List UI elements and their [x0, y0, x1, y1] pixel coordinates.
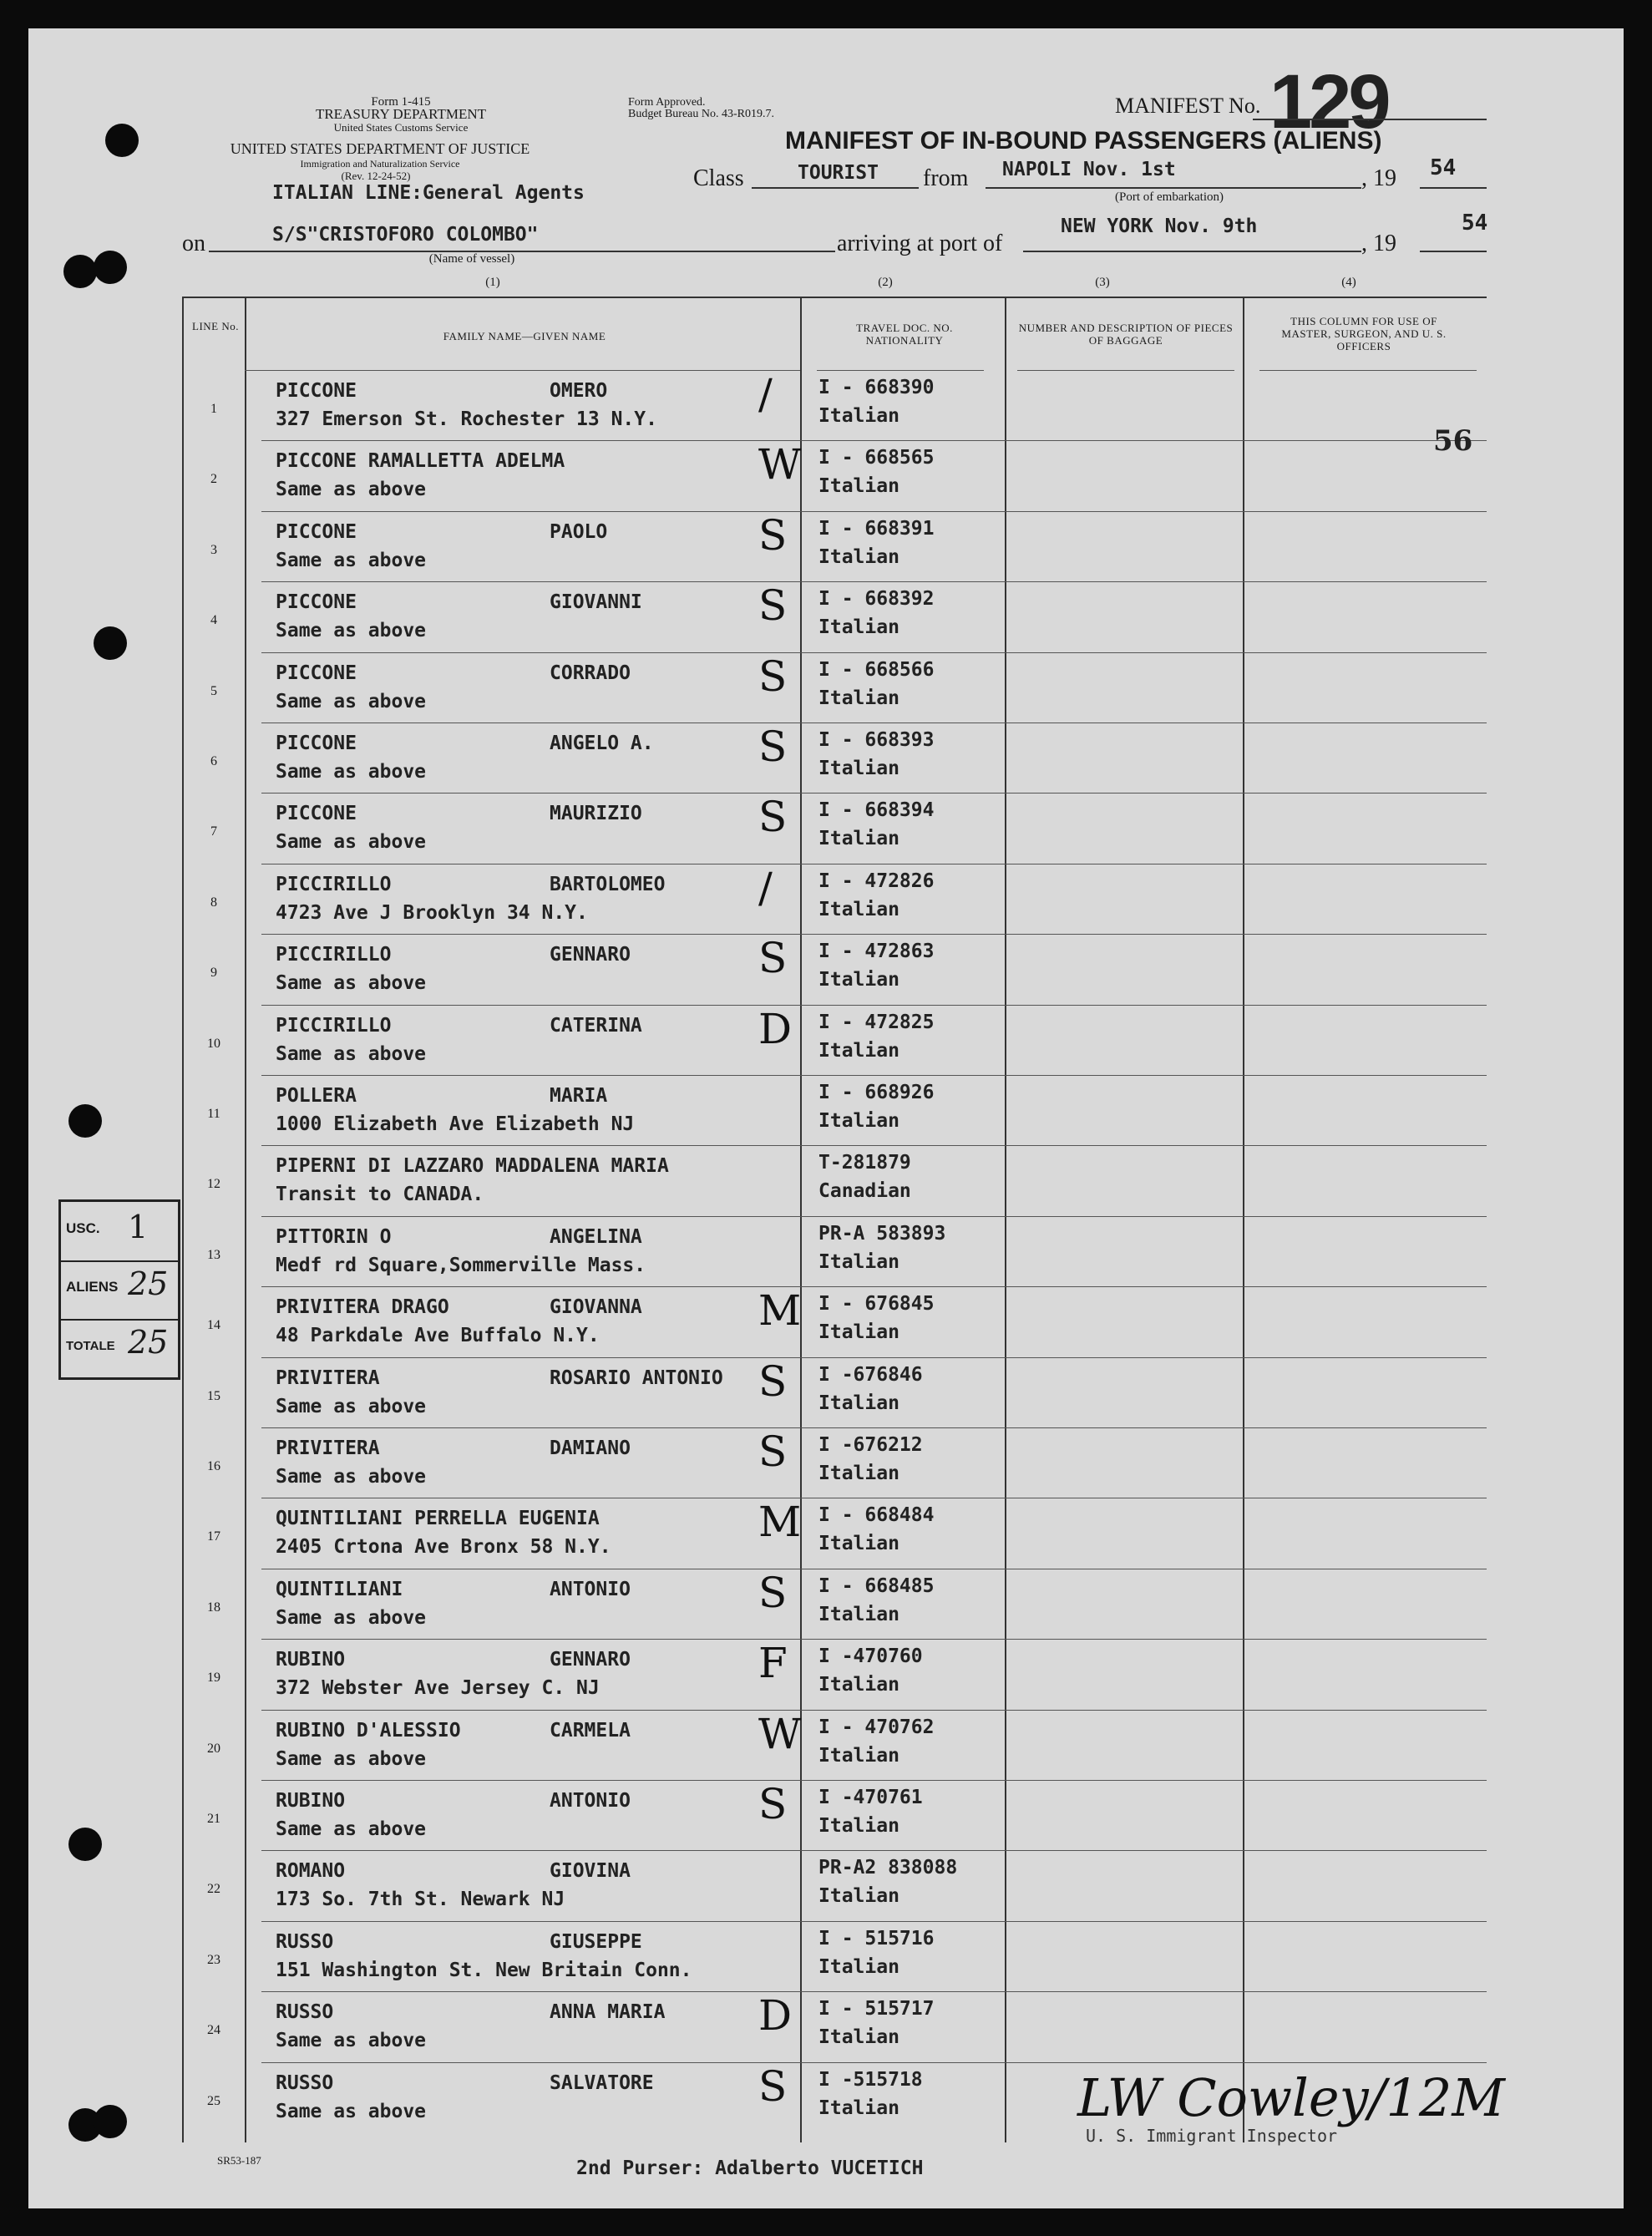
page-count: 56	[1433, 424, 1473, 458]
manifest-number: 129	[1269, 59, 1388, 145]
travel-doc-no: I - 668484	[818, 1504, 935, 1527]
family-name: QUINTILIANI	[276, 1578, 403, 1600]
address: 151 Washington St. New Britain Conn.	[276, 1959, 692, 1981]
given-name: MARIA	[550, 1085, 608, 1107]
travel-doc-no: I - 668392	[818, 588, 935, 611]
vessel-name: S/S"CRISTOFORO COLOMBO"	[272, 224, 539, 246]
punch-hole	[68, 1828, 102, 1861]
from-year: 54	[1430, 155, 1457, 180]
table-row	[182, 1357, 1487, 1427]
given-name: MAURIZIO	[550, 803, 642, 825]
given-name: GENNARO	[550, 944, 631, 966]
travel-doc-no: I -676212	[818, 1434, 923, 1456]
travel-doc-no: PR-A 583893	[818, 1222, 946, 1245]
travel-doc-no: I -470760	[818, 1645, 923, 1668]
family-name: PICCONE	[276, 591, 357, 614]
family-name: PICCONE	[276, 803, 357, 825]
on-label: on	[182, 231, 205, 256]
table-row	[182, 1216, 1487, 1286]
line-number: 18	[207, 1600, 220, 1615]
inspector-title: U. S. Immigrant Inspector	[1086, 2126, 1338, 2146]
given-name: PAOLO	[550, 520, 608, 543]
address: Medf rd Square,Sommerville Mass.	[276, 1254, 646, 1276]
aliens-label: ALIENS	[66, 1279, 119, 1295]
travel-doc-no: PR-A2 838088	[818, 1857, 958, 1879]
family-name: POLLERA	[276, 1085, 357, 1107]
family-name: PITTORIN O	[276, 1225, 392, 1248]
table-row	[182, 1005, 1487, 1075]
punch-hole	[94, 2105, 127, 2138]
nationality: Italian	[818, 1250, 899, 1273]
address: Same as above	[276, 1395, 427, 1417]
nationality: Italian	[818, 687, 899, 709]
form-number: Form 1-415	[371, 95, 431, 109]
usc-label: USC.	[66, 1220, 100, 1236]
line-number: 6	[210, 753, 217, 768]
line-number: 22	[207, 1882, 220, 1897]
line-number: 25	[207, 2093, 220, 2108]
family-name: PICCIRILLO	[276, 944, 392, 966]
line-number: 4	[210, 613, 217, 628]
line-number: 9	[210, 966, 217, 981]
line-number: 15	[207, 1388, 220, 1403]
totale-value: 25	[128, 1324, 169, 1361]
from-underline	[986, 187, 1361, 189]
status-mark: S	[758, 510, 788, 560]
status-mark: S	[758, 793, 788, 842]
status-mark: S	[758, 934, 788, 983]
table-row	[182, 511, 1487, 581]
address: Same as above	[276, 690, 427, 712]
address: Same as above	[276, 1042, 427, 1065]
table-row	[182, 1286, 1487, 1356]
status-mark: M	[758, 1286, 802, 1336]
family-name: RUBINO	[276, 1790, 346, 1812]
given-name: GIOVANNI	[550, 591, 642, 614]
status-mark: S	[758, 723, 788, 771]
line-number: 23	[207, 1952, 220, 1967]
status-mark: /	[758, 370, 773, 418]
aliens-value: 25	[128, 1265, 169, 1302]
family-name: RUSSO	[276, 2071, 334, 2094]
address: 4723 Ave J Brooklyn 34 N.Y.	[276, 901, 588, 924]
arrival-year: 54	[1462, 210, 1488, 236]
punch-hole	[105, 124, 139, 157]
nationality: Italian	[818, 475, 899, 498]
punch-hole	[68, 1104, 102, 1138]
justice-dept: UNITED STATES DEPARTMENT OF JUSTICE	[230, 140, 530, 157]
given-name: ANTONIO	[550, 1578, 631, 1600]
table-row	[182, 1780, 1487, 1850]
given-name: ANGELO A.	[550, 733, 654, 754]
from-year-prefix: , 19	[1361, 165, 1396, 191]
family-name: QUINTILIANI PERRELLA EUGENIA	[276, 1508, 600, 1530]
nationality: Italian	[818, 1392, 899, 1414]
family-name: RUBINO	[276, 1649, 346, 1671]
travel-doc-no: I - 515717	[818, 1998, 935, 2021]
from-year-underline	[1420, 187, 1487, 189]
travel-doc-no: I - 470762	[818, 1716, 935, 1738]
line-number: 12	[207, 1177, 220, 1192]
tally-stamp	[58, 1199, 180, 1380]
from-label: from	[923, 165, 969, 191]
line-number: 21	[207, 1811, 220, 1826]
address: Same as above	[276, 549, 427, 571]
ins-service: Immigration and Naturalization Service	[300, 158, 460, 170]
header-travel-doc: TRAVEL DOC. NO. NATIONALITY	[856, 322, 953, 347]
line-number: 1	[210, 401, 217, 416]
status-mark: D	[758, 1991, 793, 2041]
table-row	[182, 1498, 1487, 1568]
col2-number: (2)	[878, 276, 893, 289]
family-name: RUSSO	[276, 1930, 334, 1953]
table-row	[182, 934, 1487, 1004]
family-name: PRIVITERA	[276, 1366, 380, 1389]
table-row	[182, 1569, 1487, 1639]
table-row	[182, 652, 1487, 723]
col3-number: (3)	[1095, 276, 1110, 289]
travel-doc-no: I - 472826	[818, 870, 935, 892]
line-number: 16	[207, 1458, 220, 1473]
address: Same as above	[276, 1606, 427, 1629]
address: Same as above	[276, 831, 427, 854]
family-name: RUSSO	[276, 2001, 334, 2024]
punch-hole	[94, 251, 127, 284]
nationality: Italian	[818, 1533, 899, 1555]
address: 2405 Crtona Ave Bronx 58 N.Y.	[276, 1536, 611, 1559]
nationality: Canadian	[818, 1180, 911, 1203]
line-number: 20	[207, 1741, 220, 1756]
arrival-underline	[1023, 251, 1361, 252]
travel-doc-no: I - 668565	[818, 447, 935, 469]
travel-doc-no: I - 676845	[818, 1293, 935, 1316]
status-mark: S	[758, 652, 788, 701]
status-mark: W	[758, 1709, 802, 1758]
from-value: NAPOLI Nov. 1st	[1002, 159, 1176, 180]
family-name: PICCIRILLO	[276, 1014, 392, 1037]
purser: 2nd Purser: Adalberto VUCETICH	[576, 2157, 924, 2179]
table-row	[182, 1850, 1487, 1920]
nationality: Italian	[818, 898, 899, 920]
line-number: 13	[207, 1247, 220, 1262]
passenger-table	[182, 297, 1487, 2142]
travel-doc-no: I - 668485	[818, 1574, 935, 1597]
given-name: CORRADO	[550, 662, 631, 684]
header-line-no: LINE No.	[192, 320, 239, 332]
status-mark: /	[758, 863, 773, 912]
line-number: 5	[210, 683, 217, 698]
given-name: BARTOLOMEO	[550, 873, 666, 895]
header-officers: THIS COLUMN FOR USE OF MASTER, SURGEON, AND U. S. OFFICERS	[1281, 315, 1447, 352]
given-name: CATERINA	[550, 1014, 642, 1037]
revision: (Rev. 12-24-52)	[341, 170, 411, 182]
customs-service: United States Customs Service	[333, 121, 469, 134]
given-name: ANTONIO	[550, 1790, 631, 1812]
family-name: PICCONE RAMALLETTA ADELMA	[276, 450, 565, 473]
nationality: Italian	[818, 616, 899, 639]
family-name: ROMANO	[276, 1860, 346, 1883]
given-name: DAMIANO	[550, 1437, 631, 1459]
given-name: ROSARIO ANTONIO	[550, 1366, 723, 1389]
header-name: FAMILY NAME—GIVEN NAME	[443, 330, 606, 342]
arrival-year-underline	[1420, 251, 1487, 252]
address: 327 Emerson St. Rochester 13 N.Y.	[276, 408, 657, 430]
nationality: Italian	[818, 1321, 899, 1344]
nationality: Italian	[818, 1885, 899, 1908]
nationality: Italian	[818, 828, 899, 850]
status-mark: F	[758, 1639, 788, 1688]
address: Transit to CANADA.	[276, 1184, 484, 1206]
travel-doc-no: I - 668926	[818, 1082, 935, 1103]
form-code: SR53-187	[217, 2154, 261, 2167]
travel-doc-no: I - 472863	[818, 941, 935, 963]
line-number: 17	[207, 1529, 220, 1544]
line-number: 24	[207, 2023, 220, 2038]
address: Same as above	[276, 1818, 427, 1840]
nationality: Italian	[818, 405, 899, 427]
address: Same as above	[276, 2100, 427, 2122]
given-name: ANGELINA	[550, 1225, 642, 1248]
table-row	[182, 1710, 1487, 1780]
given-name: GIUSEPPE	[550, 1930, 642, 1953]
travel-doc-no: I - 668391	[818, 517, 935, 540]
manifest-underline	[1253, 119, 1487, 120]
line-number: 14	[207, 1318, 220, 1333]
nationality: Italian	[818, 1815, 899, 1837]
address: Same as above	[276, 479, 427, 501]
given-name: CARMELA	[550, 1719, 631, 1742]
status-mark: S	[758, 581, 788, 631]
class-underline	[752, 187, 919, 189]
travel-doc-no: T-281879	[818, 1152, 911, 1174]
given-name: GENNARO	[550, 1649, 631, 1671]
given-name: ANNA MARIA	[550, 2001, 666, 2024]
address: 173 So. 7th St. Newark NJ	[276, 1889, 565, 1911]
travel-doc-no: I -676846	[818, 1363, 923, 1386]
col1-number: (1)	[485, 276, 500, 289]
given-name: OMERO	[550, 380, 608, 402]
punch-hole	[63, 255, 97, 288]
status-mark: S	[758, 1568, 788, 1617]
travel-doc-no: I -515718	[818, 2068, 923, 2091]
manifest-title: MANIFEST OF IN-BOUND PASSENGERS (ALIENS)	[785, 127, 1382, 155]
arrival-year-prefix: , 19	[1361, 231, 1396, 256]
nationality: Italian	[818, 1955, 899, 1978]
table-row	[182, 1145, 1487, 1215]
status-mark: W	[758, 440, 802, 489]
line-number: 2	[210, 472, 217, 487]
travel-doc-no: I - 668390	[818, 377, 935, 398]
status-mark: S	[758, 1356, 788, 1406]
table-row	[182, 1427, 1487, 1498]
address: 1000 Elizabeth Ave Elizabeth NJ	[276, 1113, 635, 1135]
nationality: Italian	[818, 1039, 899, 1062]
address: Same as above	[276, 972, 427, 995]
family-name: PICCONE	[276, 733, 357, 754]
table-row	[182, 793, 1487, 863]
status-mark: S	[758, 2061, 788, 2111]
address: Same as above	[276, 620, 427, 642]
treasury-dept: TREASURY DEPARTMENT	[315, 106, 487, 122]
line-number: 3	[210, 542, 217, 557]
table-row	[182, 1921, 1487, 1991]
status-mark: S	[758, 1780, 788, 1828]
vessel-caption: (Name of vessel)	[428, 252, 515, 266]
nationality: Italian	[818, 1674, 899, 1696]
arriving-label: arriving at port of	[837, 231, 1003, 256]
travel-doc-no: I -470761	[818, 1787, 923, 1808]
totale-label: TOTALE	[66, 1339, 115, 1353]
col4-number: (4)	[1341, 276, 1356, 289]
nationality: Italian	[818, 2026, 899, 2049]
status-mark: S	[758, 1427, 788, 1476]
status-mark: M	[758, 1498, 802, 1547]
arrival-port: NEW YORK Nov. 9th	[1061, 215, 1258, 237]
port-embark-caption: (Port of embarkation)	[1115, 190, 1224, 204]
form-approved: Form Approved.	[628, 96, 706, 109]
nationality: Italian	[818, 758, 899, 779]
nationality: Italian	[818, 1110, 899, 1132]
family-name: PICCONE	[276, 380, 357, 402]
nationality: Italian	[818, 1744, 899, 1767]
inspector-signature: LW Cowley/12M	[1077, 2067, 1505, 2128]
family-name: PICCIRILLO	[276, 873, 392, 895]
table-row	[182, 581, 1487, 652]
table-row	[182, 864, 1487, 934]
nationality: Italian	[818, 1603, 899, 1625]
manifest-label: MANIFEST No.	[1115, 94, 1261, 118]
nationality: Italian	[818, 1463, 899, 1484]
nationality: Italian	[818, 2097, 899, 2119]
address: Same as above	[276, 2030, 427, 2052]
family-name: PICCONE	[276, 520, 357, 543]
nationality: Italian	[818, 969, 899, 991]
table-row	[182, 1075, 1487, 1145]
travel-doc-no: I - 668566	[818, 658, 935, 681]
punch-hole	[94, 626, 127, 660]
address: Same as above	[276, 1747, 427, 1770]
table-row	[182, 440, 1487, 510]
table-row	[182, 723, 1487, 793]
family-name: RUBINO D'ALESSIO	[276, 1719, 461, 1742]
line-number: 7	[210, 824, 217, 839]
family-name: PRIVITERA DRAGO	[276, 1296, 449, 1319]
class-value: TOURIST	[798, 162, 879, 184]
given-name: GIOVINA	[550, 1860, 631, 1883]
usc-value: 1	[128, 1209, 149, 1245]
address: 372 Webster Ave Jersey C. NJ	[276, 1677, 600, 1700]
status-mark: D	[758, 1004, 793, 1053]
line-number: 11	[207, 1106, 220, 1121]
travel-doc-no: I - 668393	[818, 729, 935, 751]
table-row	[182, 1639, 1487, 1709]
travel-doc-no: I - 515716	[818, 1927, 935, 1950]
address: 48 Parkdale Ave Buffalo N.Y.	[276, 1325, 600, 1347]
nationality: Italian	[818, 545, 899, 568]
given-name: SALVATORE	[550, 2071, 654, 2094]
line-number: 8	[210, 895, 217, 910]
budget-bureau: Budget Bureau No. 43-R019.7.	[628, 108, 774, 120]
header-baggage: NUMBER AND DESCRIPTION OF PIECES OF BAGGAGE	[1018, 322, 1234, 347]
class-label: Class	[693, 165, 744, 191]
travel-doc-no: I - 472825	[818, 1011, 935, 1033]
address: Same as above	[276, 761, 427, 783]
table-row	[182, 1991, 1487, 2061]
address: Same as above	[276, 1466, 427, 1488]
family-name: PRIVITERA	[276, 1437, 380, 1459]
travel-doc-no: I - 668394	[818, 799, 935, 822]
line-number: 10	[207, 1036, 220, 1051]
given-name: GIOVANNA	[550, 1296, 642, 1319]
family-name: PIPERNI DI LAZZARO MADDALENA MARIA	[276, 1155, 669, 1178]
family-name: PICCONE	[276, 662, 357, 684]
agents: ITALIAN LINE:General Agents	[272, 182, 585, 204]
table-row	[182, 370, 1487, 440]
line-number: 19	[207, 1671, 220, 1686]
